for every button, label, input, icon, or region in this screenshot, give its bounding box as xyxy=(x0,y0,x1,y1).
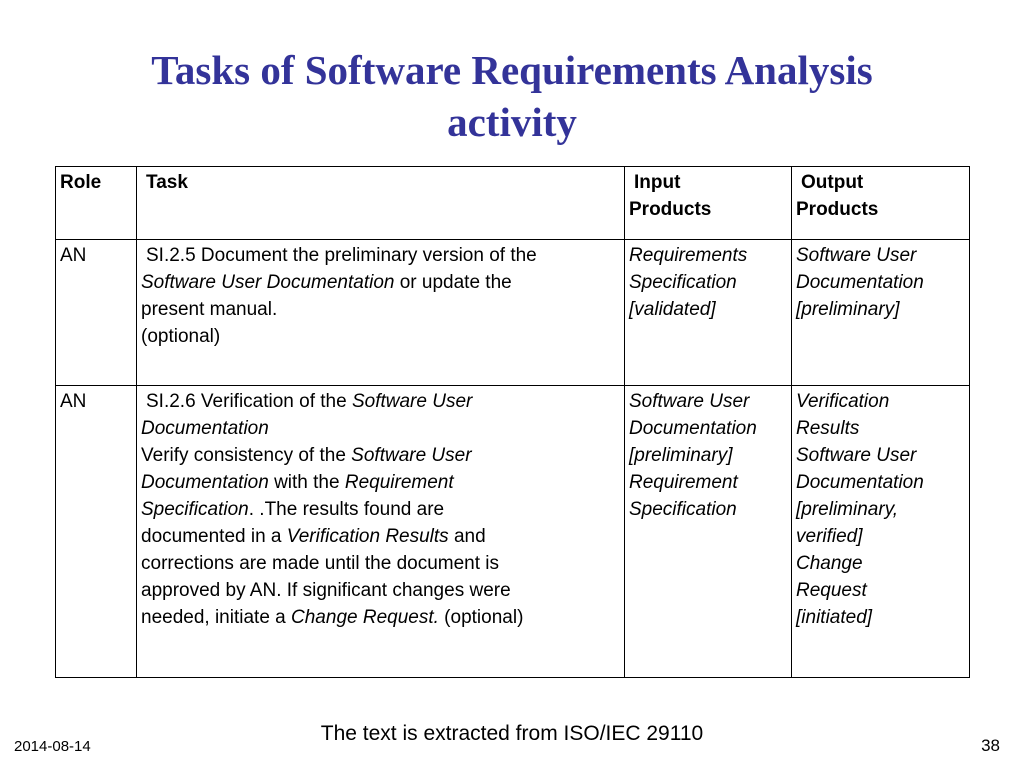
cell-input-products: Requirements Specification [validated] xyxy=(625,240,792,386)
slide-date: 2014-08-14 xyxy=(14,738,91,755)
header-task: Task xyxy=(137,167,625,240)
slide-number: 38 xyxy=(981,736,1000,755)
table-header-row xyxy=(56,167,970,240)
table-row xyxy=(56,240,970,386)
slide-title-line-1: Tasks of Software Requirements Analysis xyxy=(151,47,873,93)
cell-input-products: Software User Documentation [preliminary] Requirement Specification xyxy=(625,386,792,678)
cell-output-products: Software User Documentation [preliminary] xyxy=(792,240,970,386)
slide-title xyxy=(40,44,984,148)
cell-role: AN xyxy=(56,240,137,386)
source-note: The text is extracted from ISO/IEC 29110 xyxy=(320,722,704,745)
cell-output-products: Verification Results Software User Documentation [preliminary, verified] Change Request [initiated] xyxy=(792,386,970,678)
cell-task: SI.2.5 Document the preliminary version of the Software User Documentation or update the present manual. (optional) xyxy=(137,240,625,386)
cell-task: SI.2.6 Verification of the Software User Documentation Verify consistency of the Software User Documentation with the Requirement Specification. .The results found are documented in a Verification Results and corrections are made until the document is approved by AN. If significant changes were needed, initiate a Change Request. (optional) xyxy=(137,386,625,678)
header-role: Role xyxy=(56,167,137,240)
header-output-products: Output Products xyxy=(792,167,970,240)
tasks-table xyxy=(55,166,970,678)
slide-title-line-2: activity xyxy=(447,99,577,145)
header-input-products: Input Products xyxy=(625,167,792,240)
table-row xyxy=(56,386,970,678)
cell-role: AN xyxy=(56,386,137,678)
